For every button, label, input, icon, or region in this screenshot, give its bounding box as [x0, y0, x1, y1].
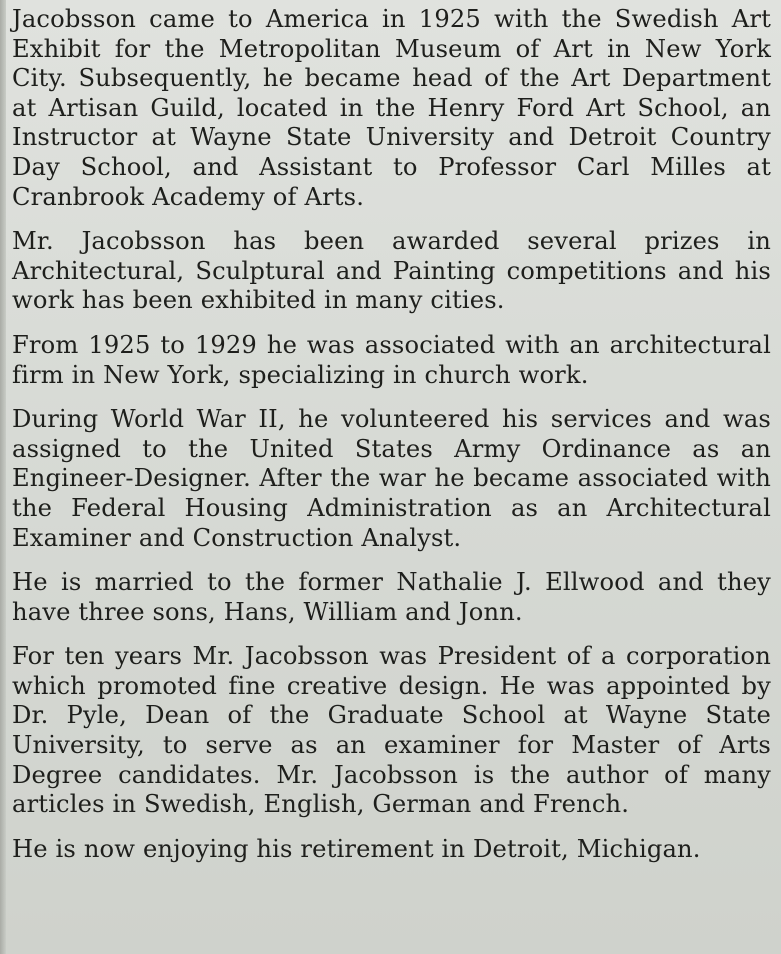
paragraph-awards: Mr. Jacobsson has been awarded several prizes in Architectural, Sculptural and Painting competitions and his work has been exhibited in many cities. — [12, 227, 771, 315]
paragraph-arrival: Jacobsson came to America in 1925 with the Swedish Art Exhibit for the Metropolitan Museum of Art in New York City. Subsequently, he became head of the Art Department at Artisan Guild, located in the Henry Ford Art School, an Instructor at Wayne State University and Detroit Country Day School, and Assistant to Professor Carl Milles at Cranbrook Academy of Arts. — [12, 5, 771, 211]
paragraph-family: He is married to the former Nathalie J. Ellwood and they have three sons, Hans, William and Jonn. — [12, 568, 771, 626]
paragraph-architectural-firm: From 1925 to 1929 he was associated with an architectural firm in New York, specializing in church work. — [12, 330, 771, 389]
paragraph-war-service: During World War II, he volunteered his services and was assigned to the United States Army Ordinance as an Engineer-Designer. After the war he became associated with the Federal Housing Administration as an Architectural Examiner and Construction Analyst. — [12, 405, 771, 552]
paragraph-presidency: For ten years Mr. Jacobsson was President of a corporation which promoted fine creative design. He was appointed by Dr. Pyle, Dean of the Graduate School at Wayne State University, to serve as an examiner for Master of Arts Degree candidates. Mr. Jacobsson is the author of many articles in Swedish, English, German and French. — [12, 642, 771, 819]
paragraph-retirement: He is now enjoying his retirement in Detroit, Michigan. — [12, 834, 701, 863]
